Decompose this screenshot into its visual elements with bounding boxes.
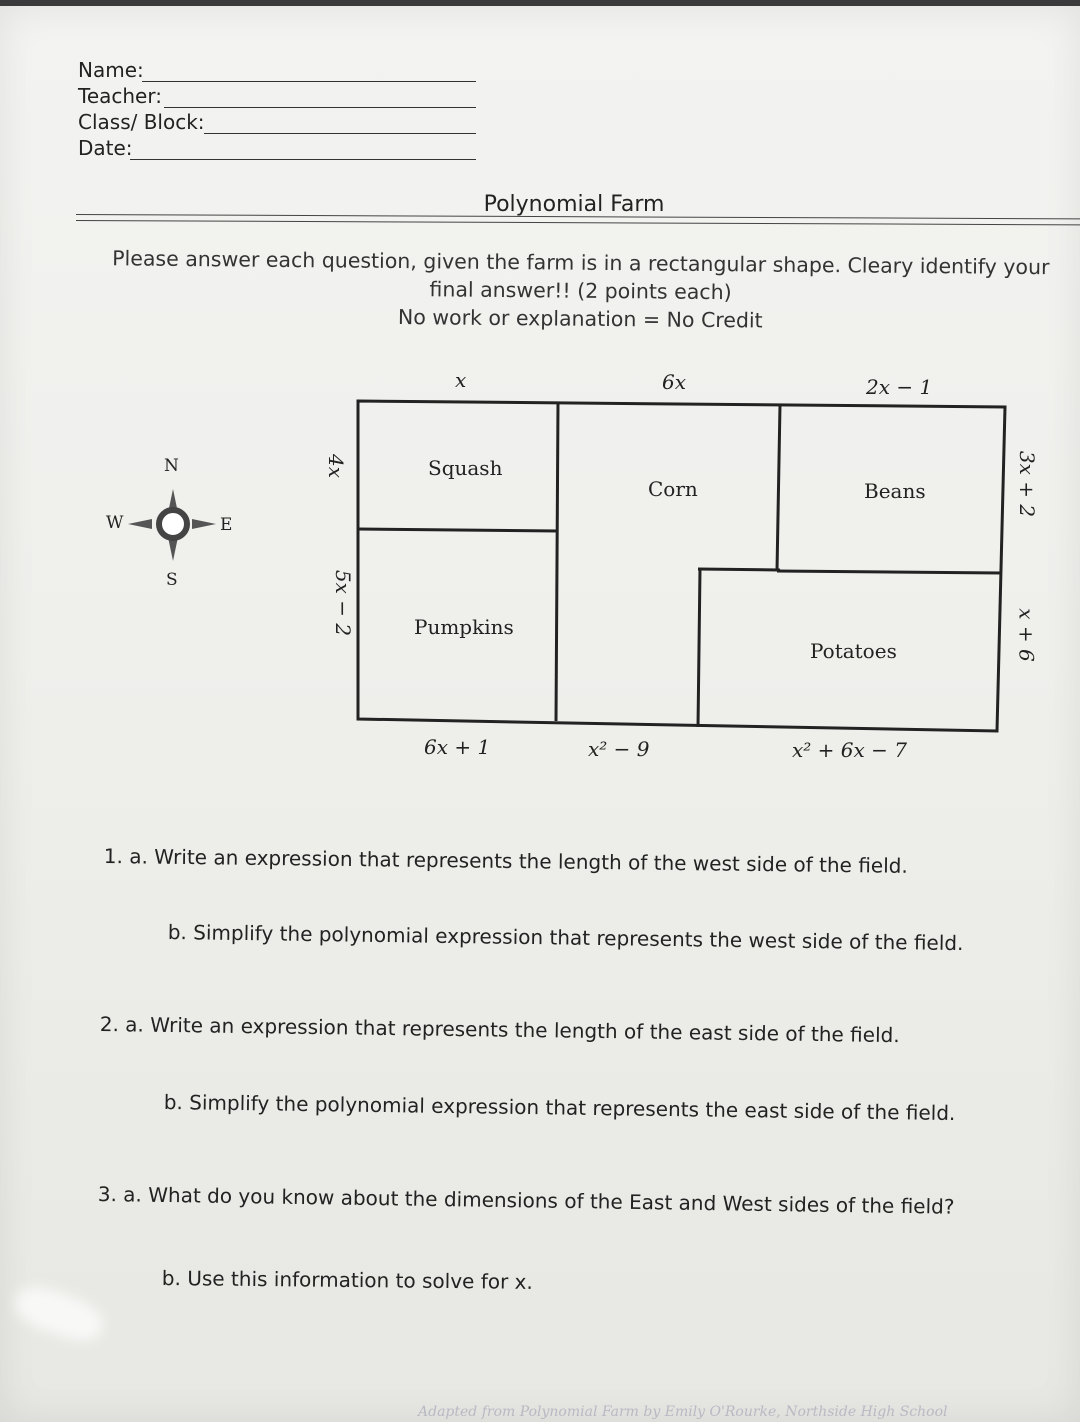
title-rule-bottom [76,220,1080,225]
label-potatoes-width: x² + 6x − 7 [792,738,907,762]
divider-squash-pumpkins [358,529,558,531]
instructions [85,244,1076,337]
question-2a: 2. a. Write an expression that represents the length of the east side of the field. [99,1012,900,1048]
compass-east-arrow [192,519,216,529]
divider-beans-potatoes [777,571,1001,573]
plot-corn: Corn [648,477,698,501]
label-pumpkins-height: 5x − 2 [331,569,356,637]
class-block-line [204,133,476,134]
farm-diagram [340,391,1020,741]
question-3a: 3. a. What do you know about the dimensions of the East and West sides of the field? [97,1182,955,1219]
question-2b: b. Simplify the polynomial expression that represents the east side of the field. [163,1090,956,1126]
footer-credit: Adapted from Polynomial Farm by Emily O'Rourke, Northside High School [418,1404,948,1420]
plot-potatoes: Potatoes [810,639,897,663]
label-beans-height: 3x + 2 [1015,450,1040,518]
compass-e-label: E [220,515,233,535]
label-potatoes-height: x + 6 [1014,608,1039,662]
name-label: Name: [78,58,144,82]
label-pumpkins-width: 6x + 1 [424,735,491,759]
divider-corn-potatoes [698,569,700,727]
date-line [130,159,476,160]
plot-beans: Beans [864,479,926,503]
date-label: Date: [78,136,133,160]
page-title: Polynomial Farm [483,192,665,217]
class-block-label: Class/ Block: [78,110,205,134]
worksheet-page [0,6,1080,1422]
compass-west-arrow [128,519,152,529]
label-squash-width: x [455,368,467,392]
compass-n-label: N [164,456,179,476]
divider-corn-beans [777,405,780,571]
plot-squash: Squash [428,456,503,480]
farm-outline [358,401,1005,731]
compass-w-label: W [106,513,124,533]
instructions-line-2: final answer!! (2 points each) [429,277,732,305]
label-corn-width: 6x [662,370,687,394]
teacher-line [164,107,476,108]
question-1a: 1. a. Write an expression that represents the length of the west side of the field. [103,844,908,878]
label-squash-height: 4x [324,453,349,479]
teacher-label: Teacher: [78,84,162,108]
compass-center [159,510,187,538]
glare-spot [10,1280,108,1348]
label-beans-width: 2x − 1 [866,375,933,399]
plot-pumpkins: Pumpkins [414,615,514,639]
name-line [142,81,476,82]
divider-potatoes-top [698,569,780,570]
question-3b: b. Use this information to solve for x. [161,1266,533,1294]
label-corn-bottom: x² − 9 [588,737,650,761]
divider-squash-corn [556,403,558,721]
instructions-line-1: Please answer each question, given the farm is in a rectangular shape. Cleary identify your [112,246,1050,280]
question-1b: b. Simplify the polynomial expression that represents the west side of the field. [167,920,964,956]
compass-s-label: S [166,570,178,590]
instructions-line-3: No work or explanation = No Credit [397,304,763,333]
